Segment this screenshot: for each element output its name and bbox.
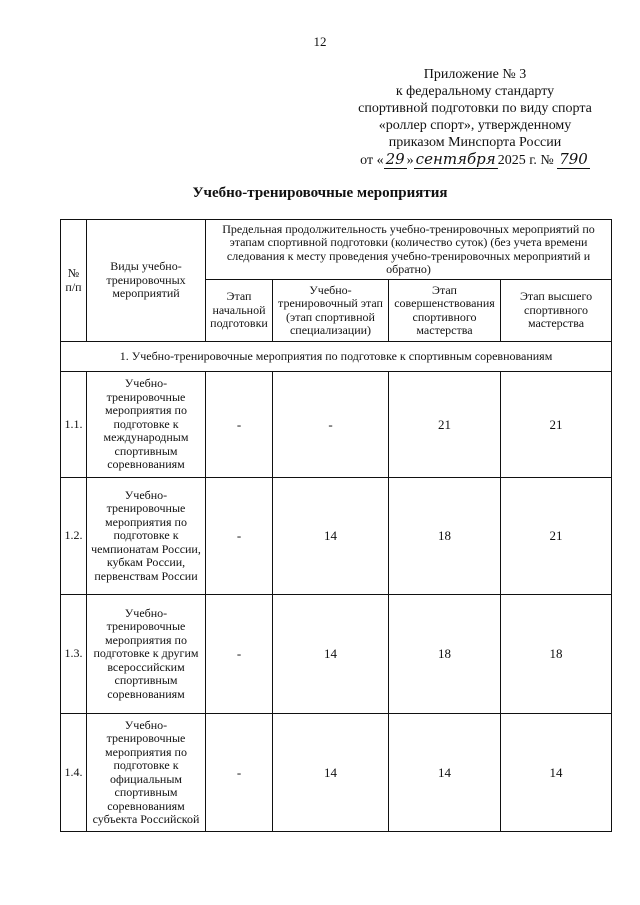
table-row (61, 372, 612, 478)
table-row (61, 595, 612, 714)
date-year: 2025 г. № (497, 153, 554, 168)
appendix-header (320, 66, 630, 169)
header-stage-improvement: Этап совершенствования спортивного мастерства (389, 280, 501, 342)
section-row (61, 342, 612, 372)
section-title: 1. Учебно-тренировочные мероприятия по подготовке к спортивным соревнованиям (61, 342, 612, 372)
header-stage-training: Учебно-тренировочный этап (этап спортивной специализации) (273, 280, 389, 342)
date-prefix: от « (360, 153, 384, 168)
training-events-table (60, 219, 612, 832)
header-event-type: Виды учебно-тренировочных мероприятий (87, 220, 206, 342)
document-title: Учебно-тренировочные мероприятия (192, 185, 448, 201)
appendix-line: к федеральному стандарту (395, 84, 555, 99)
cell-stage-training: - (273, 372, 389, 478)
cell-stage-training: 14 (273, 478, 389, 595)
cell-stage-improvement: 18 (389, 595, 501, 714)
order-date-line (320, 151, 630, 169)
row-event-type: Учебно-тренировочные мероприятия по подготовке к другим всероссийским спортивным соревнованиям (87, 595, 206, 714)
appendix-line: «роллер спорт», утвержденному (378, 118, 572, 133)
cell-stage-improvement: 18 (389, 478, 501, 595)
date-month-handwritten: сентября (415, 150, 496, 168)
cell-stage-higher: 18 (501, 595, 612, 714)
cell-stage-initial: - (206, 478, 273, 595)
row-number: 1.1. (61, 372, 87, 478)
table-row (61, 714, 612, 832)
appendix-line: спортивной подготовки по виду спорта (358, 101, 592, 116)
header-stage-initial: Этап начальной подготовки (206, 280, 273, 342)
order-number-handwritten: 790 (559, 150, 588, 168)
cell-stage-higher: 21 (501, 372, 612, 478)
row-number: 1.3. (61, 595, 87, 714)
row-event-type: Учебно-тренировочные мероприятия по подготовке к чемпионатам России, кубкам России, первенствам России (87, 478, 206, 595)
cell-stage-higher: 14 (501, 714, 612, 832)
date-day-handwritten: 29 (385, 150, 405, 168)
cell-stage-initial: - (206, 372, 273, 478)
header-stage-higher: Этап высшего спортивного мастерства (501, 280, 612, 342)
row-number: 1.4. (61, 714, 87, 832)
cell-stage-training: 14 (273, 595, 389, 714)
header-number: № п/п (61, 220, 87, 342)
cell-stage-improvement: 21 (389, 372, 501, 478)
cell-stage-improvement: 14 (389, 714, 501, 832)
row-event-type: Учебно-тренировочные мероприятия по подготовке к официальным спортивным соревнованиям субъекта Российской (87, 714, 206, 832)
page-number: 12 (313, 34, 327, 49)
table-header-row (61, 220, 612, 280)
cell-stage-initial: - (206, 595, 273, 714)
appendix-line: Приложение № 3 (423, 67, 527, 82)
cell-stage-initial: - (206, 714, 273, 832)
cell-stage-training: 14 (273, 714, 389, 832)
row-number: 1.2. (61, 478, 87, 595)
header-duration: Предельная продолжительность учебно-тренировочных мероприятий по этапам спортивной подготовки (количество суток) (без учета времени следования к месту проведения учебно-тренировочных мероприятий и обратно) (206, 220, 612, 280)
cell-stage-higher: 21 (501, 478, 612, 595)
row-event-type: Учебно-тренировочные мероприятия по подготовке к международным спортивным соревнованиям (87, 372, 206, 478)
table-row (61, 478, 612, 595)
date-sep: » (406, 153, 414, 168)
appendix-line: приказом Минспорта России (388, 135, 562, 150)
